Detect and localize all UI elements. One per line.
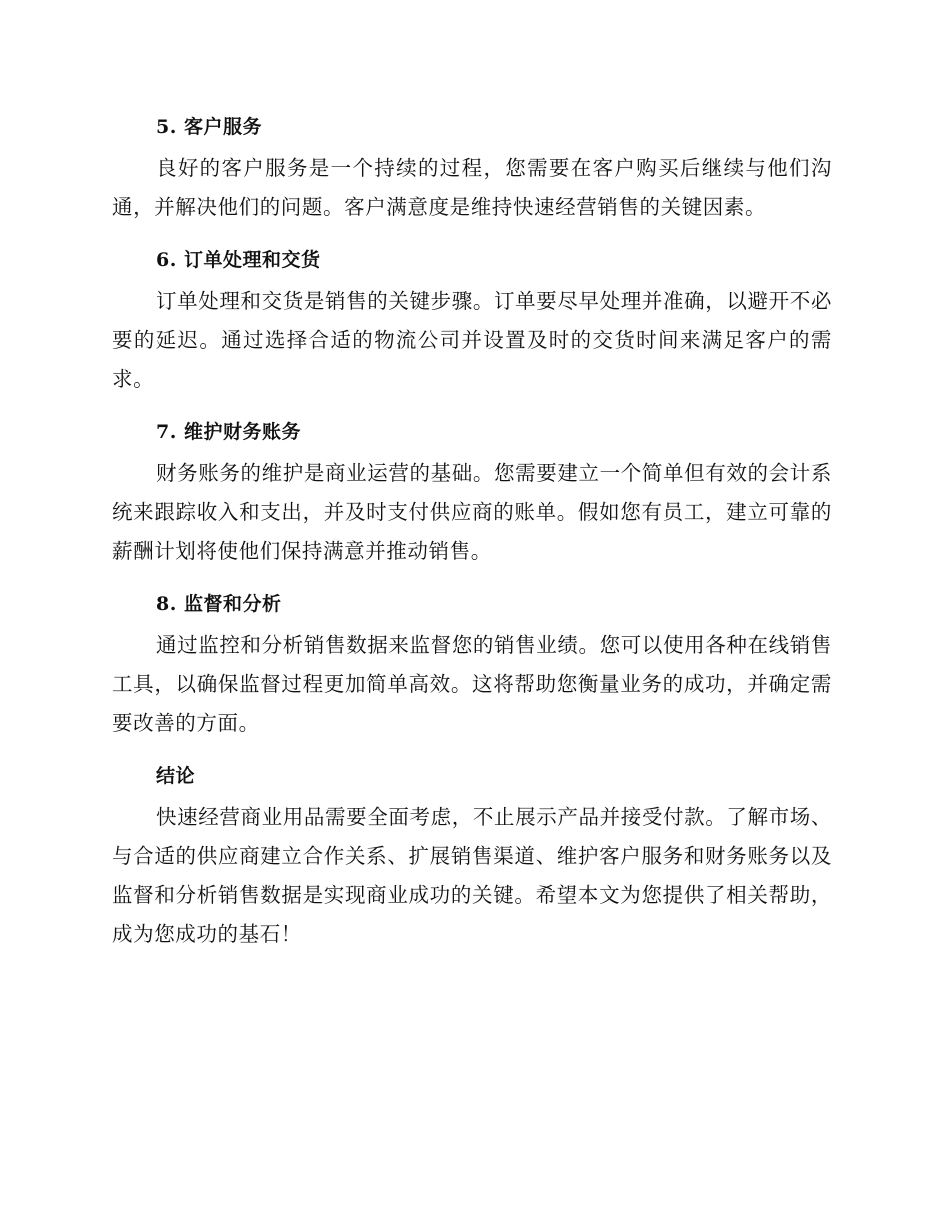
section-heading: 结论 xyxy=(156,765,196,787)
section-paragraph: 通过监控和分析销售数据来监督您的销售业绩。您可以使用各种在线销售工具，以确保监督过程更加简单高效。这将帮助您衡量业务的成功，并确定需要改善的方面。 xyxy=(112,633,832,735)
section-heading: 5. 客户服务 xyxy=(156,116,262,138)
section-paragraph: 快速经营商业用品需要全面考虑，不止展示产品并接受付款。了解市场、与合适的供应商建立合作关系、扩展销售渠道、维护客户服务和财务账务以及监督和分析销售数据是实现商业成功的关键。希望本文为您提供了相关帮助，成为您成功的基石！ xyxy=(112,805,832,946)
section-heading: 7. 维护财务账务 xyxy=(156,421,301,443)
section-finance xyxy=(112,417,832,571)
section-heading: 8. 监督和分析 xyxy=(156,593,282,615)
section-order-delivery xyxy=(112,245,832,399)
section-heading: 6. 订单处理和交货 xyxy=(156,249,321,271)
section-conclusion xyxy=(112,761,832,954)
section-monitoring xyxy=(112,589,832,743)
section-paragraph: 订单处理和交货是销售的关键步骤。订单要尽早处理并准确，以避开不必要的延迟。通过选择合适的物流公司并设置及时的交货时间来满足客户的需求。 xyxy=(112,289,832,391)
section-paragraph: 良好的客户服务是一个持续的过程，您需要在客户购买后继续与他们沟通，并解决他们的问题。客户满意度是维持快速经营销售的关键因素。 xyxy=(112,156,832,219)
section-customer-service xyxy=(112,112,832,227)
section-paragraph: 财务账务的维护是商业运营的基础。您需要建立一个简单但有效的会计系统来跟踪收入和支出，并及时支付供应商的账单。假如您有员工，建立可靠的薪酬计划将使他们保持满意并推动销售。 xyxy=(112,461,832,563)
document-page xyxy=(112,112,832,954)
